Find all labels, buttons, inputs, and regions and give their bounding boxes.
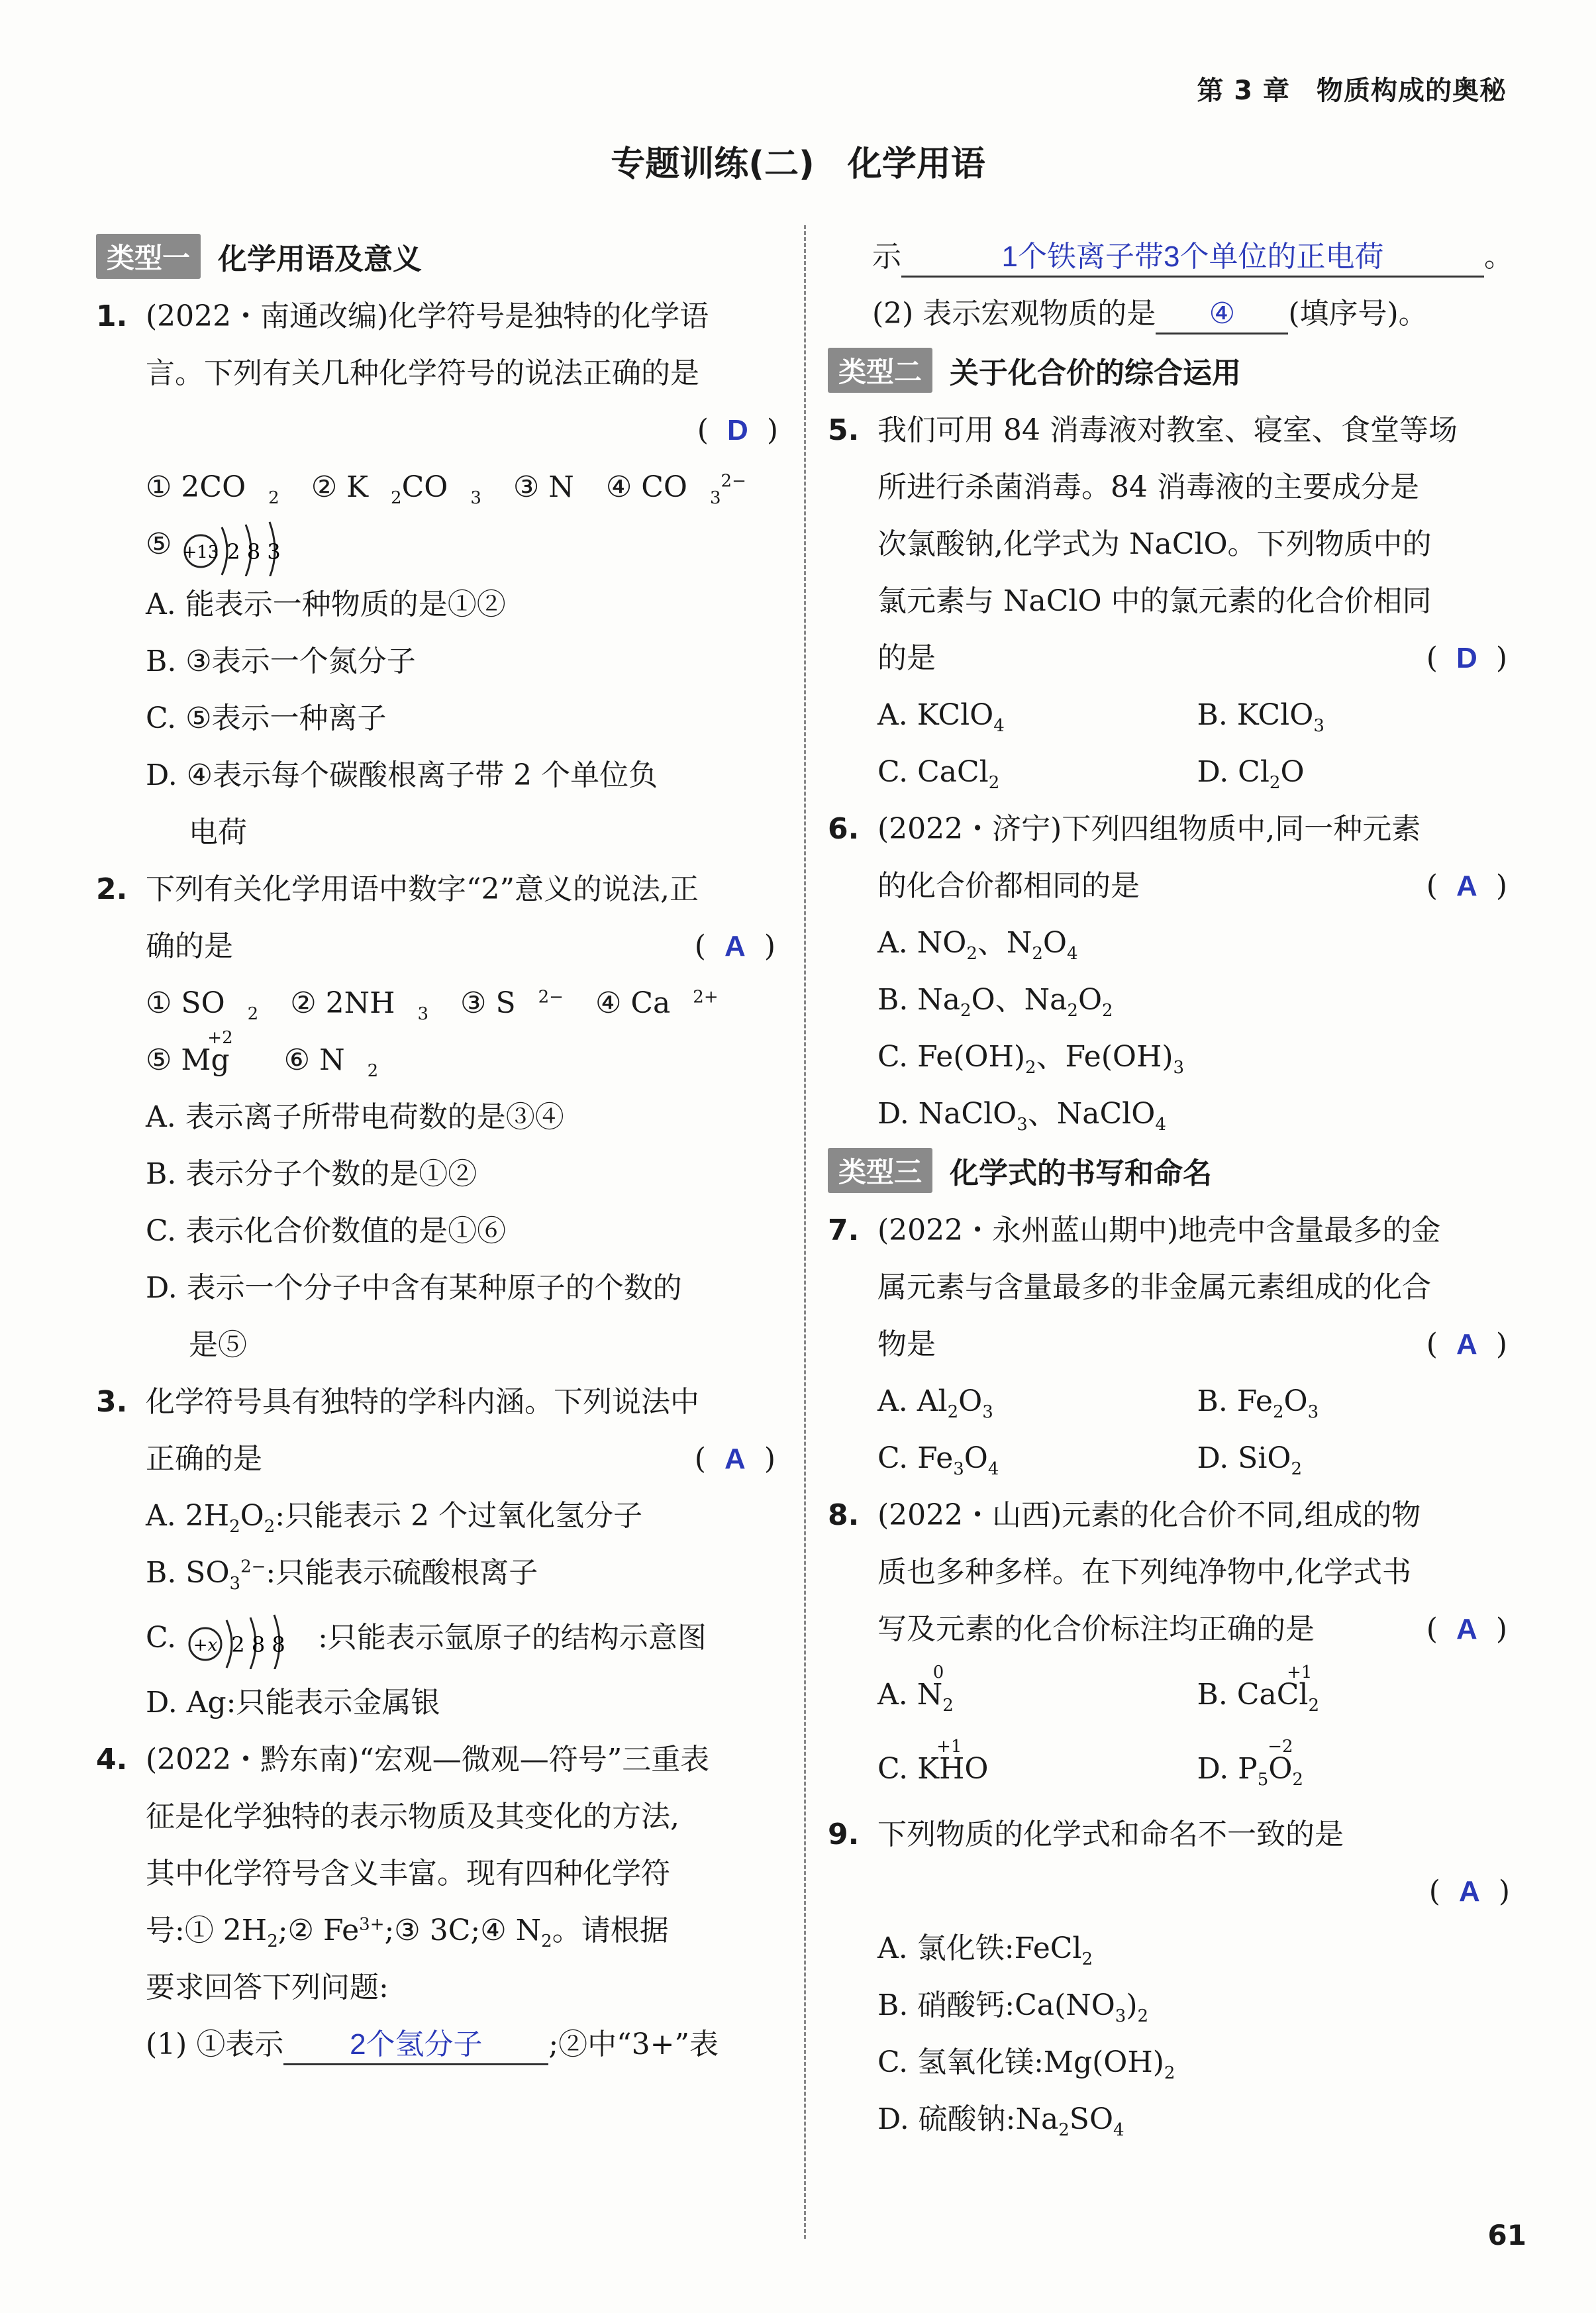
question-text: (2022・黔东南)“宏观—微观—符号”三重表 [146, 1742, 710, 1776]
question-3: 3. 化学符号具有独特的学科内涵。下列说法中 正确的是 ( A ) A. $2H_2O_2$:只能表示 2 个过氧化氢分子 B. $SO_3^{2-}$:只能表示硫酸根离子 C. +x 2 8 8 :只能表示氩原子的结构示意图 D. Ag:只能表示金属银 [96, 1374, 785, 1731]
option-d-text: D. 硫酸钠:Na [877, 2102, 1059, 2136]
sub-question-2 [828, 285, 1517, 342]
section-tag: 类型三 [828, 1148, 932, 1193]
answer-bracket: ( D ) [96, 402, 785, 459]
option-d: D. SiO$_2$ [1197, 1441, 1303, 1479]
valence-mark: +2 [207, 1027, 233, 1048]
symbol-3: ③ S [460, 986, 516, 1020]
q4-continuation [828, 229, 1517, 285]
option-b: B. $SO_3^{2-}$:只能表示硫酸根离子 [146, 1555, 538, 1594]
answer-bracket: ( A ) [828, 1863, 1517, 1920]
question-4 [96, 1731, 785, 2073]
option-d-cont: 是⑤ [189, 1327, 247, 1362]
question-number: 2. [96, 872, 128, 906]
option-b-formula: B. SO [146, 1555, 230, 1590]
symbol-2: ② 2NH [290, 986, 395, 1020]
answer-blank[interactable]: 1个铁离子带3个单位的正电荷 [901, 238, 1484, 278]
option-a: A. KClO$_4$ [877, 698, 1005, 736]
option-b: B. $Fe_2O_3$ [1197, 1384, 1319, 1422]
question-text: (2022・山西)元素的化合价不同,组成的物 [877, 1498, 1421, 1532]
question-8: 8. (2022・山西)元素的化合价不同,组成的物 质也多种多样。在下列纯净物中,化学式书 写及元素的化合价标注均正确的是 ( A ) A. N 0 $_2$ B. CaCl +1 $_2$ C. KHO +1 D. $P_5O$ −2 $_2$ [828, 1487, 1517, 1806]
question-text: 化学符号具有独特的学科内涵。下列说法中 [146, 1384, 699, 1419]
answer-choice: A [1456, 1613, 1477, 1645]
options-row-1 [828, 687, 1517, 744]
question-text: (2022・济宁)下列四组物质中,同一种元素 [877, 812, 1421, 846]
symbol-5: ⑤ [146, 527, 172, 561]
option-b-text: B. CaCl [1197, 1678, 1309, 1712]
chapter-number: 第 3 章 [1197, 76, 1290, 106]
answer-choice: A [1456, 870, 1477, 902]
option-c [877, 1732, 1197, 1806]
valence-mark: +1 [936, 1737, 962, 1757]
option-c: C. 表示化合价数值的是①⑥ [146, 1213, 507, 1248]
option-b: B. KClO$_3$ [1197, 698, 1324, 736]
option-b: B. CaCl +1 $_2$ [1197, 1658, 1517, 1732]
option-b: B. ③表示一个氮分子 [146, 644, 416, 678]
symbol-list: ① SO $_2$ ② 2NH $_3$ ③ S $^{2-}$ ④ Ca $^{2+}$ [146, 986, 719, 1024]
answer-choice: A [1458, 1875, 1480, 1908]
valence-mark: +1 [1287, 1663, 1313, 1682]
question-number: 6. [828, 812, 860, 846]
question-2: 2. 下列有关化学用语中数字“2”意义的说法,正 确的是 ( A ) ① SO $_2$ ② 2NH $_3$ ③ S $^{2-}$ ④ Ca $^{2+}$ ⑤ Mg +2 ⑥ N $_2$ A. 表示离子所带电荷数的是③④ B. 表示分子个数的是①② C. 表示化合价数值的是①⑥ D. 表示一个分子中含有某种原子的个数的 是⑤ [96, 861, 785, 1374]
option-d-text: D. P [1197, 1752, 1258, 1786]
section-tag: 类型二 [828, 348, 932, 393]
option-b-text: B. 硝酸钙:Ca(NO [877, 1988, 1115, 2022]
options-row-1 [828, 1373, 1517, 1430]
option-c-label: C. [146, 1620, 177, 1655]
answer-choice: A [1456, 1328, 1477, 1361]
question-text: 次氯酸钠,化学式为 NaClO。下列物质中的 [877, 527, 1432, 561]
left-column [96, 229, 785, 2073]
answer-blank[interactable]: 2个氢分子 [283, 2026, 548, 2065]
question-9 [828, 1806, 1517, 2148]
option-d: D. NaClO$_3$、NaClO$_4$ [877, 1097, 1166, 1135]
option-c [96, 1602, 785, 1674]
text-seg: (1) ①表示 [146, 2027, 284, 2061]
question-number: 9. [828, 1818, 860, 1851]
question-text: (2022・南通改编)化学符号是独特的化学语 [146, 299, 709, 333]
symbol-6: ⑥ N [283, 1043, 345, 1077]
option-a-text: A. 氯化铁:FeCl [877, 1931, 1082, 1965]
option-c-text: C. CaCl [877, 755, 989, 789]
option-c-text: C. Fe [877, 1441, 954, 1475]
answer-choice: D [1456, 642, 1477, 674]
symbol-2b: CO [401, 470, 448, 504]
atom-structure-diagram [181, 517, 313, 576]
atom-structure-diagram [185, 1610, 318, 1669]
symbol-1: ① 2CO [146, 470, 246, 504]
option-a: A. 能表示一种物质的是①② [146, 587, 506, 621]
option-a-text: A. Al [877, 1384, 948, 1418]
question-text: 正确的是 [146, 1441, 262, 1476]
option-c: C. $Fe(OH)_2$、$Fe(OH)_3$ [877, 1040, 1185, 1078]
question-text: 我们可用 84 消毒液对教室、寝室、食堂等场 [877, 413, 1458, 447]
text-seg: 。 [1484, 240, 1513, 274]
options-row-2 [828, 1430, 1517, 1487]
question-text: 要求回答下列问题: [146, 1970, 389, 2004]
section-1-header [96, 235, 785, 278]
option-d: D. $P_5O$ −2 $_2$ [1197, 1732, 1517, 1806]
option-b-text: B. Na [877, 983, 961, 1017]
symbol-1: ① SO [146, 986, 225, 1020]
option-d-text: D. SiO [1197, 1441, 1291, 1475]
symbol-list: ① 2CO $_2$ ② K $_2$CO $_3$ ③ N ④ CO $_3^{2-}$ [146, 470, 746, 508]
question-text: 的是 [877, 641, 936, 675]
option-b: B. 表示分子个数的是①② [146, 1156, 477, 1191]
option-c-text: C. KHO [877, 1752, 989, 1786]
page-number: 61 [1487, 2219, 1526, 2251]
question-text: 下列物质的化学式和命名不一致的是 [877, 1818, 1344, 1851]
option-a: A. $2H_2O_2$:只能表示 2 个过氧化氢分子 [146, 1498, 643, 1537]
option-a-formula: A. 2H [146, 1498, 230, 1533]
valence-mark: 0 [932, 1663, 944, 1682]
text-seg: 号:① 2H [146, 1913, 268, 1947]
text-seg: (2) 表示宏观物质的是 [872, 297, 1156, 331]
option-d: D. 表示一个分子中含有某种原子的个数的 [146, 1270, 682, 1305]
option-a: A. $Al_2O_3$ [877, 1384, 993, 1422]
title-sub: 化学用语 [847, 144, 985, 184]
option-a-text: A. N [877, 1678, 943, 1712]
text-seg: (填序号)。 [1288, 297, 1428, 331]
question-number: 4. [96, 1742, 128, 1776]
question-text: 氯元素与 NaClO 中的氯元素的化合价相同 [877, 584, 1432, 618]
option-a: A. $NO_2$、$N_2O_4$ [877, 926, 1078, 964]
option-c: C. CaCl$_2$ [877, 755, 1000, 793]
electron-shells: 2 8 8 [231, 1632, 285, 1657]
option-b-text: :只能表示硫酸根离子 [266, 1555, 538, 1590]
section-tag: 类型一 [96, 234, 201, 279]
section-name: 化学式的书写和命名 [950, 1156, 1213, 1190]
option-d: D. 硫酸钠$:Na_2SO_4$ [877, 2102, 1124, 2140]
question-text: 的化合价都相同的是 [877, 869, 1140, 903]
option-c: C. 氢氧化镁$:Mg(OH)_2$ [877, 2045, 1175, 2083]
option-d-cont: 电荷 [189, 815, 247, 849]
question-text: 言。下列有关几种化学符号的说法正确的是 [146, 356, 699, 390]
question-text: 质也多种多样。在下列纯净物中,化学式书 [877, 1555, 1411, 1589]
answer-choice: A [724, 1442, 746, 1475]
option-b: B. $Na_2O$、$Na_2O_2$ [877, 983, 1113, 1021]
question-text: 确的是 [146, 929, 233, 963]
options-row-2 [828, 744, 1517, 801]
question-number: 7. [828, 1213, 860, 1247]
question-text: 属元素与含量最多的非金属元素组成的化合 [877, 1270, 1431, 1304]
nucleus-charge: +13 [183, 542, 219, 562]
symbol-3: ③ N [513, 470, 574, 504]
question-text: (2022・永州蓝山期中)地壳中含量最多的金 [877, 1213, 1441, 1247]
question-text: 下列有关化学用语中数字“2”意义的说法,正 [146, 872, 699, 906]
option-d-text: D. Cl [1197, 755, 1270, 789]
options-row-1 [828, 1658, 1517, 1732]
page-title [0, 136, 1596, 185]
text-seg: ;② Fe [277, 1913, 360, 1947]
question-text: 物是 [877, 1327, 936, 1361]
text-seg: 。请根据 [552, 1913, 669, 1947]
symbol-2: ② K [311, 470, 369, 504]
section-name: 关于化合价的综合运用 [950, 356, 1242, 390]
question-text: 其中化学符号含义丰富。现有四种化学符 [146, 1856, 670, 1890]
atom-diagram-row [96, 516, 785, 576]
section-3-header [828, 1149, 1517, 1192]
option-c: C. $Fe_3O_4$ [877, 1441, 999, 1479]
question-text: 写及元素的化合价标注均正确的是 [877, 1612, 1315, 1646]
question-text: 号:① $2H_2;②$ $Fe^{3+};③$ 3C;④ $N_2$。请根据 [146, 1913, 669, 1951]
electron-shells: 2 8 3 [226, 539, 281, 564]
chapter-header [1197, 70, 1507, 107]
option-b: B. 硝酸钙$:Ca(NO_3)_2$ [877, 1988, 1149, 2026]
nucleus-charge: +x [193, 1635, 218, 1655]
option-a-text: A. NO [877, 926, 967, 960]
option-a: A. N 0 $_2$ [877, 1658, 1197, 1732]
question-text: 所进行杀菌消毒。84 消毒液的主要成分是 [877, 470, 1419, 504]
chapter-name: 物质构成的奥秘 [1317, 76, 1507, 106]
option-d: D. ④表示每个碳酸根离子带 2 个单位负 [146, 758, 658, 792]
answer-choice: D [726, 414, 748, 446]
question-6: 6. (2022・济宁)下列四组物质中,同一种元素 的化合价都相同的是 ( A ) A. $NO_2$、$N_2O_4$ B. $Na_2O$、$Na_2O_2$ C. $Fe(OH)_2$、$Fe(OH)_3$ D. NaClO$_3$、NaClO$_4$ [828, 801, 1517, 1143]
option-b-text: B. Fe [1197, 1384, 1273, 1418]
title-main: 专题训练(二) [611, 144, 815, 184]
right-column [828, 229, 1517, 2148]
option-a: A. 氯化铁:FeCl$_2$ [877, 1931, 1093, 1969]
question-text: 征是化学独特的表示物质及其变化的方法, [146, 1799, 679, 1833]
section-2-header [828, 349, 1517, 391]
option-c: C. ⑤表示一种离子 [146, 701, 387, 735]
question-7: 7. (2022・永州蓝山期中)地壳中含量最多的金 属元素与含量最多的非金属元素组成的化合 物是 ( A ) A. $Al_2O_3$ B. $Fe_2O_3$ C. $Fe_3O_4$ D. SiO$_2$ [828, 1202, 1517, 1487]
option-c-text: :只能表示氩原子的结构示意图 [318, 1620, 707, 1655]
question-1 [96, 288, 785, 861]
valence-mark: −2 [1268, 1737, 1293, 1757]
option-a: A. 表示离子所带电荷数的是③④ [146, 1100, 564, 1134]
symbol-4: ④ Ca [595, 986, 671, 1020]
option-a-text: :只能表示 2 个过氧化氢分子 [275, 1498, 643, 1533]
sub-question-1 [96, 2016, 785, 2073]
option-a-text: A. KClO [877, 698, 994, 732]
column-divider [804, 225, 806, 2239]
question-5: 5. 我们可用 84 消毒液对教室、寝室、食堂等场 所进行杀菌消毒。84 消毒液的主要成分是 次氯酸钠,化学式为 NaClO。下列物质中的 氯元素与 NaClO 中的氯元素的化合价相同 的是 ( D ) A. KClO$_4$ B. KClO$_3$ C. CaCl$_2$ D. $Cl_2O$ [828, 402, 1517, 801]
symbol-5: ⑤ Mg [146, 1043, 230, 1077]
text-seg: ;②中“3+”表 [548, 2027, 719, 2061]
answer-blank[interactable]: ④ [1156, 295, 1288, 334]
question-number: 3. [96, 1384, 128, 1419]
symbol-4: ④ CO [605, 470, 687, 504]
option-b-text: B. KClO [1197, 698, 1314, 732]
symbol-list-2: ⑤ Mg +2 ⑥ N $_2$ [96, 1032, 785, 1089]
text-seg: ;③ 3C;④ N [384, 1913, 542, 1947]
option-d-text: D. NaClO [877, 1097, 1017, 1131]
option-d: D. Ag:只能表示金属银 [146, 1685, 440, 1720]
question-number: 8. [828, 1498, 860, 1532]
text-seg: 示 [872, 240, 901, 274]
question-number: 1. [96, 299, 128, 333]
option-d: D. $Cl_2O$ [1197, 755, 1305, 793]
options-row-2 [828, 1732, 1517, 1806]
option-c-text: C. Fe(OH) [877, 1040, 1026, 1074]
option-c-text: C. 氢氧化镁:Mg(OH) [877, 2045, 1164, 2079]
question-number: 5. [828, 413, 860, 447]
answer-choice: A [724, 929, 746, 962]
section-name: 化学用语及意义 [218, 242, 423, 276]
